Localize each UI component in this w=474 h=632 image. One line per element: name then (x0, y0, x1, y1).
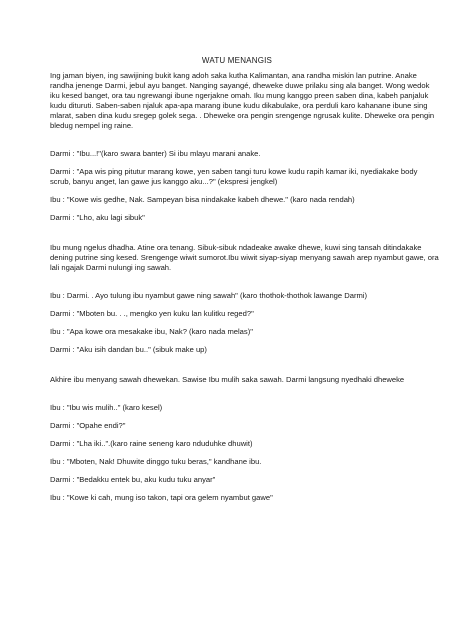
document-body (50, 71, 440, 511)
dialog-line: Darmi : "Mboten bu. . ., mengko yen kuku lan kulitku reged?" (50, 309, 254, 319)
dialog-line: Darmi : "Lho, aku lagi sibuk" (50, 213, 145, 223)
dialog-line: Ibu : "Apa kowe ora mesakake ibu, Nak? (karo nada melas)" (50, 327, 253, 337)
paragraph-intro: Ing jaman biyen, ing sawijining bukit kang adoh saka kutha Kalimantan, ana randha miskin lan putrine. Anake randha jenenge Darmi, jebul ayu banget. Nanging sayangé, dheweke duwe prilaku sing ala banget. Wong wedok iku kesed banget, ora tau ngrewangi ibune ngerjakne omah. Iku mung kanggo preen saben dina, kabeh panjaluk kudu dituruti. Saben-saben njaluk apa-apa marang ibune kudu dikabulake, ora perduli karo kahanane ibune sing mlarat, saben dina kudu sregep golek sega. . Dheweke ora pengin srengenge ngrusak kulite. Dheweke ora pengin bledug nempel ing raine. (50, 71, 435, 131)
dialog-line: Darmi : "Aku isih dandan bu.." (sibuk make up) (50, 345, 207, 355)
paragraph-return: Akhire ibu menyang sawah dhewekan. Sawise Ibu mulih saka sawah. Darmi langsung nyedhaki dheweke (50, 375, 405, 385)
paragraph-middle: Ibu mung ngelus dhadha. Atine ora tenang. Sibuk-sibuk ndadeake awake dhewe, kuwi sing tansah ditindakake dening putrine sing kesed. Srengenge wiwit sumorot.Ibu wiwit siyap-siyap menyang sawah arep nyambut gawe, ora lali ngajak Darmi nulungi ing sawah. (50, 243, 439, 273)
dialog-line: Darmi : "Apa wis ping pitutur marang kowe, yen saben tangi turu kowe kudu rapih kamar iki, nyediakake body scrub, banyu anget, lan gawe jus kanggo aku...?" (ekspresi jengkel) (50, 167, 418, 187)
dialog-line: Ibu : "Mboten, Nak! Dhuwite dinggo tuku beras," kandhane ibu. (50, 457, 262, 467)
document-title: WATU MENANGIS (201, 56, 273, 65)
dialog-line: Darmi : "Ibu...!"(karo swara banter) Si ibu mlayu marani anake. (50, 149, 261, 159)
dialog-line: Ibu : "Kowe wis gedhe, Nak. Sampeyan bisa nindakake kabeh dhewe." (karo nada rendah) (50, 195, 355, 205)
dialog-line: Ibu : "Ibu wis mulih.." (karo kesel) (50, 403, 163, 413)
dialog-line: Darmi : "Opahe endi?" (50, 421, 126, 431)
dialog-line: Darmi : "Bedakku entek bu, aku kudu tuku anyar" (50, 475, 216, 485)
dialog-line: Ibu : Darmi. . Ayo tulung ibu nyambut gawe ning sawah" (karo thothok-thothok lawange Darmi) (50, 291, 368, 301)
dialog-line: Darmi : "Lha iki..".(karo raine seneng karo nduduhke dhuwit) (50, 439, 253, 449)
dialog-line: Ibu : "Kowe ki cah, mung iso takon, tapi ora gelem nyambut gawe" (50, 493, 273, 503)
